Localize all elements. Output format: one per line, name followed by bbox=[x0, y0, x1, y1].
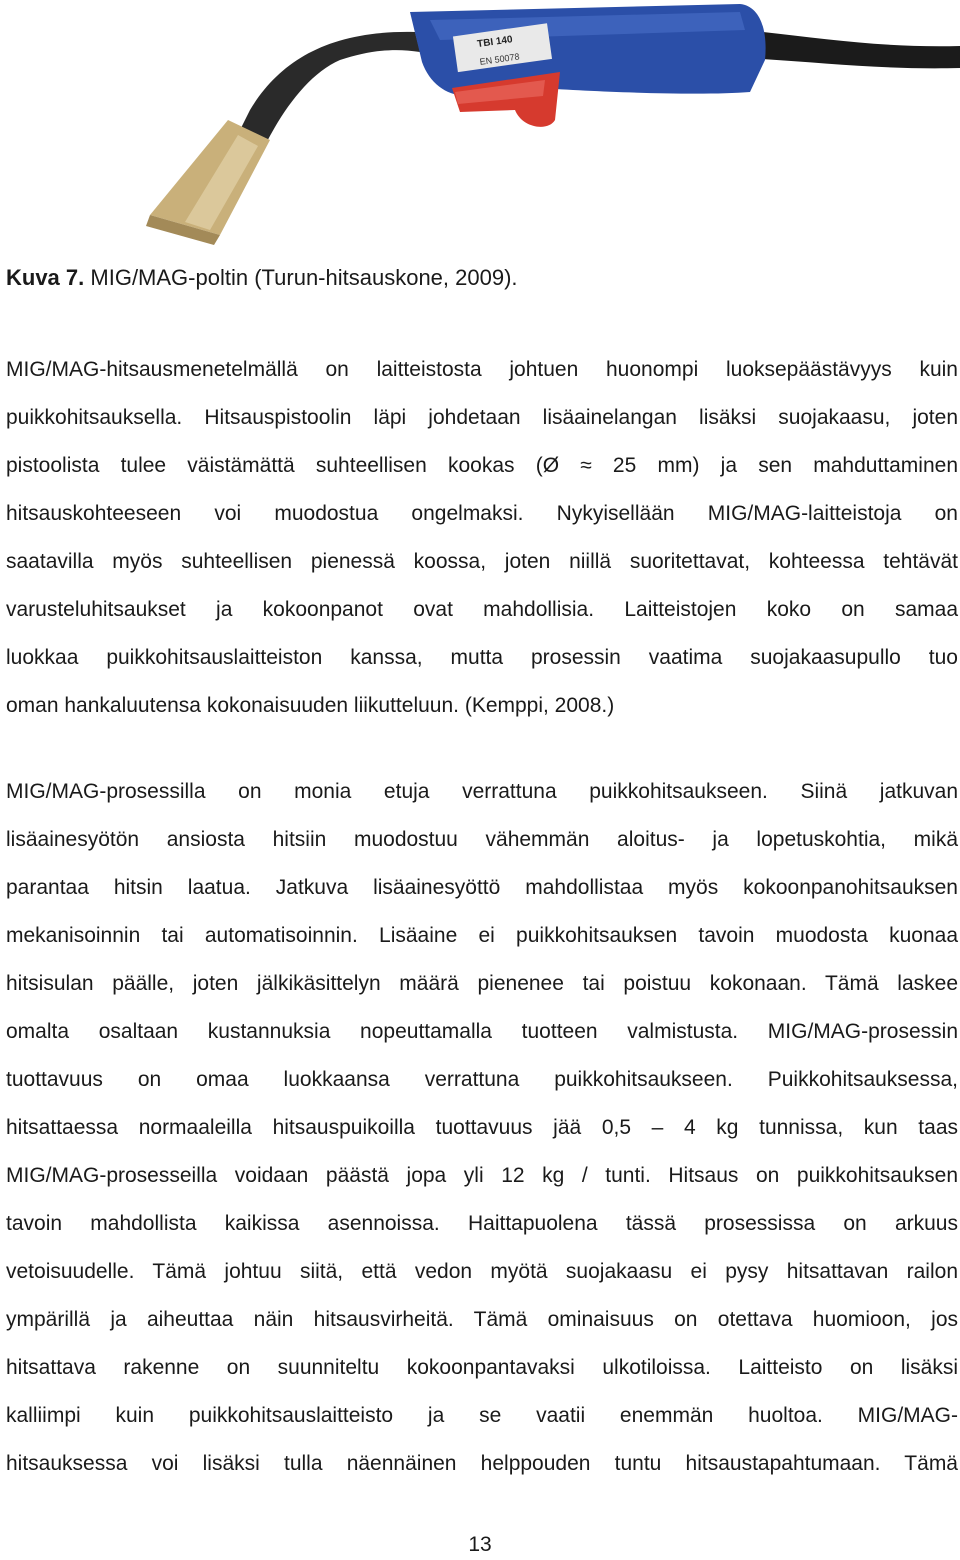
text-line: MIG/MAG-prosessilla on monia etuja verrattuna puikkohitsaukseen. Siinä jatkuvan bbox=[6, 780, 958, 803]
text-line: vetoisuudelle. Tämä johtuu siitä, että vedon myötä suojakaasu ei pysy hitsattavan railon bbox=[6, 1260, 958, 1283]
text-line: tuottavuus on omaa luokkaansa verrattuna puikkohitsaukseen. Puikkohitsauksessa, bbox=[6, 1068, 958, 1091]
page-number: 13 bbox=[468, 1533, 492, 1556]
text-line: hitsauskohteeseen voi muodostua ongelmaksi. Nykyisellään MIG/MAG-laitteistoja on bbox=[6, 502, 958, 525]
text-line: luokkaa puikkohitsauslaitteiston kanssa, mutta prosessin vaatima suojakaasupullo tuo bbox=[6, 646, 958, 669]
text-line: hitsisulan päälle, joten jälkikäsittelyn määrä pienenee tai poistuu kokonaan. Tämä laskee bbox=[6, 972, 958, 995]
plate-text-1: TBI 140 bbox=[476, 34, 514, 51]
text-line: oman hankaluutensa kokonaisuuden liikutteluun. (Kemppi, 2008.) bbox=[6, 694, 615, 717]
nozzle bbox=[146, 120, 270, 245]
caption-label: Kuva 7. bbox=[6, 265, 85, 290]
text-line: hitsattava rakenne on suunniteltu kokoonpantavaksi ulkotiloissa. Laitteisto on lisäksi bbox=[6, 1356, 958, 1379]
text-line: omalta osaltaan kustannuksia nopeuttamalla tuotteen valmistusta. MIG/MAG-prosessin bbox=[6, 1020, 958, 1043]
text-line: tavoin mahdollista kaikissa asennoissa. Haittapuolena tässä prosessissa on arkuus bbox=[6, 1212, 958, 1235]
text-line: MIG/MAG-prosesseilla voidaan päästä jopa yli 12 kg / tunti. Hitsaus on puikkohitsauksen bbox=[6, 1164, 958, 1187]
cable bbox=[745, 30, 960, 68]
figure-caption bbox=[6, 262, 518, 294]
welding-torch-image bbox=[0, 0, 960, 250]
text-line: kalliimpi kuin puikkohitsauslaitteisto ja se vaatii enemmän huoltoa. MIG/MAG- bbox=[6, 1404, 958, 1427]
text-line: parantaa hitsin laatua. Jatkuva lisäainesyöttö mahdollistaa myös kokoonpanohitsauksen bbox=[6, 876, 958, 899]
text-line: puikkohitsauksella. Hitsauspistoolin läpi johdetaan lisäainelangan lisäksi suojakaasu, joten bbox=[6, 406, 958, 429]
text-line: pistoolista tulee väistämättä suhteellisen kookas (Ø ≈ 25 mm) ja sen mahduttaminen bbox=[6, 454, 958, 477]
plate-text-2: EN 50078 bbox=[479, 51, 521, 67]
text-line: ympärillä ja aiheuttaa näin hitsausvirheitä. Tämä ominaisuus on otettava huomioon, jos bbox=[6, 1308, 958, 1331]
text-line: hitsattaessa normaaleilla hitsauspuikoilla tuottavuus jää 0,5 – 4 kg tunnissa, kun taas bbox=[6, 1116, 958, 1139]
text-line: hitsauksessa voi lisäksi tulla näennäinen helppouden tuntu hitsaustapahtumaan. Tämä bbox=[6, 1452, 958, 1475]
text-line: varusteluhitsaukset ja kokoonpanot ovat mahdollisia. Laitteistojen koko on samaa bbox=[6, 598, 958, 621]
text-line: lisäainesyötön ansiosta hitsiin muodostuu vähemmän aloitus- ja lopetuskohtia, mikä bbox=[6, 828, 958, 851]
caption-text: MIG/MAG-poltin (Turun-hitsauskone, 2009). bbox=[90, 265, 518, 290]
welding-torch-figure bbox=[0, 0, 960, 250]
text-line: mekanisoinnin tai automatisoinnin. Lisäaine ei puikkohitsauksen tavoin muodosta kuonaa bbox=[6, 924, 958, 947]
text-line: saatavilla myös suhteellisen pienessä koossa, joten niillä suoritettavat, kohteessa tehtävät bbox=[6, 550, 958, 573]
text-line: MIG/MAG-hitsausmenetelmällä on laitteistosta johtuen huonompi luoksepäästävyys kuin bbox=[6, 358, 958, 381]
